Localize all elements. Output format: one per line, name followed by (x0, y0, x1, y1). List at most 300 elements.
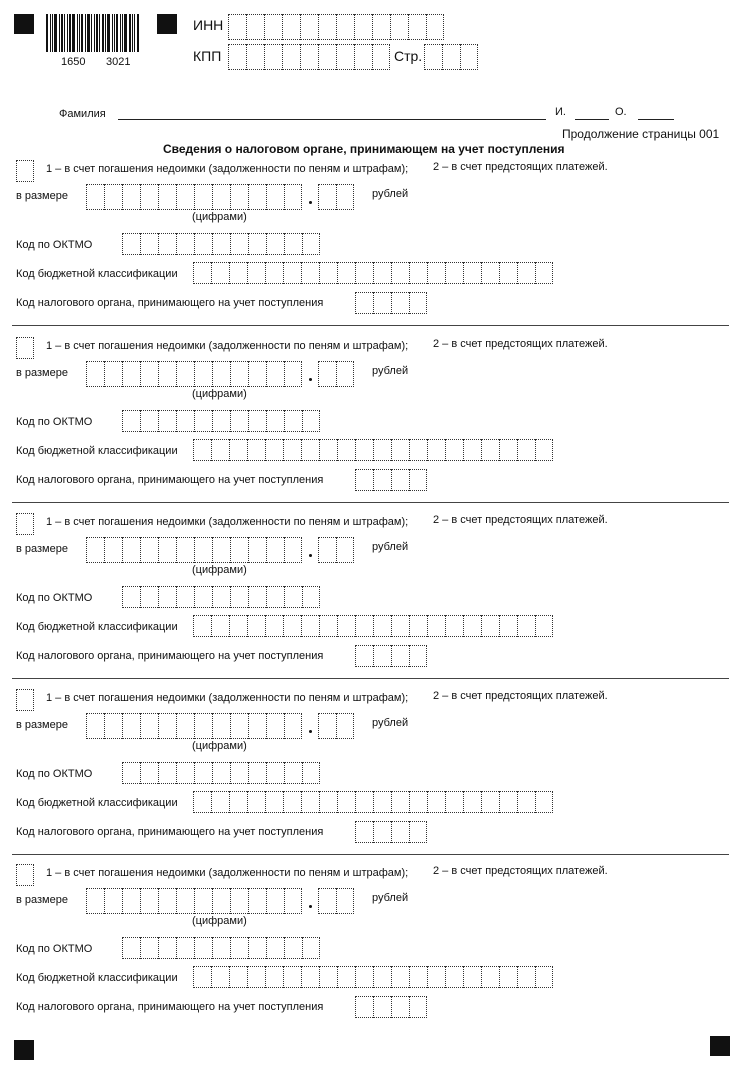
input-cell[interactable] (104, 537, 122, 563)
input-cell[interactable] (445, 615, 463, 637)
kbk-field[interactable] (193, 966, 553, 988)
input-cell[interactable] (354, 14, 372, 40)
input-cell[interactable] (212, 713, 230, 739)
input-cell[interactable] (266, 184, 284, 210)
input-cell[interactable] (266, 713, 284, 739)
input-cell[interactable] (247, 615, 265, 637)
tax-office-field[interactable] (355, 821, 427, 843)
input-cell[interactable] (211, 791, 229, 813)
input-cell[interactable] (212, 586, 230, 608)
input-cell[interactable] (373, 821, 391, 843)
input-cell[interactable] (228, 14, 246, 40)
input-cell[interactable] (355, 821, 373, 843)
input-cell[interactable] (248, 713, 266, 739)
input-cell[interactable] (158, 537, 176, 563)
input-cell[interactable] (318, 44, 336, 70)
input-cell[interactable] (481, 262, 499, 284)
page-field[interactable] (424, 44, 478, 70)
oktmo-field[interactable] (122, 233, 320, 255)
input-cell[interactable] (86, 713, 104, 739)
input-cell[interactable] (373, 791, 391, 813)
tax-office-field[interactable] (355, 645, 427, 667)
initial-i-field[interactable] (575, 119, 609, 120)
input-cell[interactable] (266, 361, 284, 387)
input-cell[interactable] (337, 439, 355, 461)
input-cell[interactable] (86, 537, 104, 563)
input-cell[interactable] (86, 184, 104, 210)
input-cell[interactable] (445, 966, 463, 988)
input-cell[interactable] (86, 888, 104, 914)
amount-rubles-field[interactable] (86, 361, 302, 387)
input-cell[interactable] (391, 821, 409, 843)
input-cell[interactable] (122, 937, 140, 959)
input-cell[interactable] (16, 160, 34, 182)
input-cell[interactable] (228, 44, 246, 70)
input-cell[interactable] (284, 361, 302, 387)
input-cell[interactable] (16, 337, 34, 359)
input-cell[interactable] (104, 184, 122, 210)
input-cell[interactable] (212, 937, 230, 959)
input-cell[interactable] (176, 361, 194, 387)
input-cell[interactable] (300, 44, 318, 70)
input-cell[interactable] (193, 439, 211, 461)
input-cell[interactable] (355, 966, 373, 988)
input-cell[interactable] (140, 233, 158, 255)
input-cell[interactable] (427, 791, 445, 813)
input-cell[interactable] (122, 762, 140, 784)
input-cell[interactable] (535, 439, 553, 461)
input-cell[interactable] (176, 888, 194, 914)
input-cell[interactable] (229, 791, 247, 813)
input-cell[interactable] (481, 791, 499, 813)
input-cell[interactable] (16, 513, 34, 535)
input-cell[interactable] (246, 44, 264, 70)
input-cell[interactable] (355, 791, 373, 813)
input-cell[interactable] (373, 615, 391, 637)
input-cell[interactable] (247, 439, 265, 461)
payment-type-field[interactable] (16, 160, 34, 182)
input-cell[interactable] (409, 469, 427, 491)
amount-rubles-field[interactable] (86, 888, 302, 914)
inn-field[interactable] (228, 14, 444, 40)
amount-kopecks-field[interactable] (318, 361, 354, 387)
tax-office-field[interactable] (355, 292, 427, 314)
input-cell[interactable] (409, 439, 427, 461)
input-cell[interactable] (499, 262, 517, 284)
input-cell[interactable] (248, 410, 266, 432)
input-cell[interactable] (122, 713, 140, 739)
input-cell[interactable] (409, 791, 427, 813)
input-cell[interactable] (230, 586, 248, 608)
input-cell[interactable] (460, 44, 478, 70)
input-cell[interactable] (499, 791, 517, 813)
input-cell[interactable] (194, 586, 212, 608)
input-cell[interactable] (212, 537, 230, 563)
input-cell[interactable] (229, 966, 247, 988)
kbk-field[interactable] (193, 615, 553, 637)
input-cell[interactable] (319, 262, 337, 284)
input-cell[interactable] (230, 888, 248, 914)
amount-rubles-field[interactable] (86, 537, 302, 563)
input-cell[interactable] (248, 361, 266, 387)
input-cell[interactable] (336, 537, 354, 563)
input-cell[interactable] (266, 586, 284, 608)
input-cell[interactable] (264, 44, 282, 70)
input-cell[interactable] (319, 439, 337, 461)
input-cell[interactable] (319, 966, 337, 988)
input-cell[interactable] (355, 262, 373, 284)
input-cell[interactable] (266, 233, 284, 255)
input-cell[interactable] (302, 937, 320, 959)
payment-type-field[interactable] (16, 513, 34, 535)
input-cell[interactable] (391, 615, 409, 637)
input-cell[interactable] (517, 615, 535, 637)
input-cell[interactable] (373, 645, 391, 667)
input-cell[interactable] (463, 966, 481, 988)
input-cell[interactable] (517, 791, 535, 813)
input-cell[interactable] (409, 645, 427, 667)
input-cell[interactable] (230, 184, 248, 210)
kbk-field[interactable] (193, 262, 553, 284)
input-cell[interactable] (140, 713, 158, 739)
input-cell[interactable] (247, 966, 265, 988)
input-cell[interactable] (284, 888, 302, 914)
input-cell[interactable] (248, 184, 266, 210)
input-cell[interactable] (499, 439, 517, 461)
kbk-field[interactable] (193, 791, 553, 813)
input-cell[interactable] (424, 44, 442, 70)
input-cell[interactable] (372, 14, 390, 40)
input-cell[interactable] (229, 262, 247, 284)
surname-field[interactable] (118, 119, 546, 120)
input-cell[interactable] (122, 233, 140, 255)
input-cell[interactable] (176, 586, 194, 608)
input-cell[interactable] (301, 966, 319, 988)
input-cell[interactable] (463, 615, 481, 637)
input-cell[interactable] (266, 410, 284, 432)
input-cell[interactable] (409, 966, 427, 988)
input-cell[interactable] (284, 410, 302, 432)
input-cell[interactable] (193, 615, 211, 637)
input-cell[interactable] (248, 233, 266, 255)
amount-kopecks-field[interactable] (318, 713, 354, 739)
input-cell[interactable] (391, 292, 409, 314)
input-cell[interactable] (301, 615, 319, 637)
input-cell[interactable] (355, 439, 373, 461)
input-cell[interactable] (140, 762, 158, 784)
input-cell[interactable] (122, 537, 140, 563)
input-cell[interactable] (426, 14, 444, 40)
kpp-field[interactable] (228, 44, 390, 70)
input-cell[interactable] (391, 645, 409, 667)
input-cell[interactable] (284, 184, 302, 210)
input-cell[interactable] (481, 615, 499, 637)
input-cell[interactable] (318, 361, 336, 387)
tax-office-field[interactable] (355, 469, 427, 491)
input-cell[interactable] (122, 184, 140, 210)
input-cell[interactable] (535, 615, 553, 637)
input-cell[interactable] (284, 937, 302, 959)
input-cell[interactable] (409, 262, 427, 284)
input-cell[interactable] (282, 44, 300, 70)
input-cell[interactable] (194, 762, 212, 784)
input-cell[interactable] (140, 537, 158, 563)
input-cell[interactable] (176, 762, 194, 784)
input-cell[interactable] (373, 292, 391, 314)
input-cell[interactable] (230, 361, 248, 387)
input-cell[interactable] (194, 233, 212, 255)
input-cell[interactable] (248, 762, 266, 784)
input-cell[interactable] (517, 439, 535, 461)
initial-o-field[interactable] (638, 119, 674, 120)
input-cell[interactable] (158, 762, 176, 784)
input-cell[interactable] (122, 586, 140, 608)
input-cell[interactable] (337, 615, 355, 637)
input-cell[interactable] (211, 966, 229, 988)
input-cell[interactable] (140, 184, 158, 210)
input-cell[interactable] (176, 410, 194, 432)
input-cell[interactable] (212, 184, 230, 210)
input-cell[interactable] (194, 361, 212, 387)
input-cell[interactable] (427, 615, 445, 637)
input-cell[interactable] (355, 645, 373, 667)
input-cell[interactable] (300, 14, 318, 40)
input-cell[interactable] (336, 713, 354, 739)
oktmo-field[interactable] (122, 586, 320, 608)
amount-kopecks-field[interactable] (318, 537, 354, 563)
input-cell[interactable] (140, 586, 158, 608)
input-cell[interactable] (230, 937, 248, 959)
input-cell[interactable] (230, 762, 248, 784)
oktmo-field[interactable] (122, 410, 320, 432)
input-cell[interactable] (337, 966, 355, 988)
input-cell[interactable] (391, 791, 409, 813)
input-cell[interactable] (499, 615, 517, 637)
input-cell[interactable] (158, 937, 176, 959)
payment-type-field[interactable] (16, 337, 34, 359)
input-cell[interactable] (391, 966, 409, 988)
input-cell[interactable] (517, 966, 535, 988)
input-cell[interactable] (463, 791, 481, 813)
input-cell[interactable] (266, 888, 284, 914)
input-cell[interactable] (284, 537, 302, 563)
input-cell[interactable] (427, 966, 445, 988)
input-cell[interactable] (318, 537, 336, 563)
input-cell[interactable] (373, 262, 391, 284)
input-cell[interactable] (266, 937, 284, 959)
input-cell[interactable] (409, 821, 427, 843)
input-cell[interactable] (193, 262, 211, 284)
input-cell[interactable] (355, 469, 373, 491)
input-cell[interactable] (194, 888, 212, 914)
input-cell[interactable] (337, 262, 355, 284)
input-cell[interactable] (229, 439, 247, 461)
input-cell[interactable] (248, 537, 266, 563)
input-cell[interactable] (230, 713, 248, 739)
input-cell[interactable] (427, 262, 445, 284)
input-cell[interactable] (373, 966, 391, 988)
input-cell[interactable] (247, 791, 265, 813)
input-cell[interactable] (229, 615, 247, 637)
input-cell[interactable] (499, 966, 517, 988)
input-cell[interactable] (104, 361, 122, 387)
input-cell[interactable] (212, 762, 230, 784)
input-cell[interactable] (212, 361, 230, 387)
input-cell[interactable] (355, 292, 373, 314)
input-cell[interactable] (409, 615, 427, 637)
input-cell[interactable] (319, 791, 337, 813)
input-cell[interactable] (318, 888, 336, 914)
input-cell[interactable] (445, 262, 463, 284)
input-cell[interactable] (301, 439, 319, 461)
input-cell[interactable] (445, 439, 463, 461)
input-cell[interactable] (535, 791, 553, 813)
input-cell[interactable] (194, 713, 212, 739)
input-cell[interactable] (283, 791, 301, 813)
input-cell[interactable] (283, 439, 301, 461)
input-cell[interactable] (212, 410, 230, 432)
input-cell[interactable] (194, 410, 212, 432)
input-cell[interactable] (481, 439, 499, 461)
input-cell[interactable] (158, 361, 176, 387)
input-cell[interactable] (140, 937, 158, 959)
input-cell[interactable] (355, 615, 373, 637)
input-cell[interactable] (248, 586, 266, 608)
input-cell[interactable] (86, 361, 104, 387)
input-cell[interactable] (354, 44, 372, 70)
input-cell[interactable] (194, 937, 212, 959)
input-cell[interactable] (284, 713, 302, 739)
input-cell[interactable] (176, 184, 194, 210)
input-cell[interactable] (266, 762, 284, 784)
input-cell[interactable] (230, 233, 248, 255)
input-cell[interactable] (158, 586, 176, 608)
input-cell[interactable] (266, 537, 284, 563)
input-cell[interactable] (265, 791, 283, 813)
input-cell[interactable] (283, 262, 301, 284)
input-cell[interactable] (372, 44, 390, 70)
input-cell[interactable] (284, 233, 302, 255)
input-cell[interactable] (104, 888, 122, 914)
input-cell[interactable] (158, 888, 176, 914)
input-cell[interactable] (265, 262, 283, 284)
input-cell[interactable] (176, 537, 194, 563)
input-cell[interactable] (319, 615, 337, 637)
amount-rubles-field[interactable] (86, 184, 302, 210)
input-cell[interactable] (481, 966, 499, 988)
input-cell[interactable] (391, 996, 409, 1018)
input-cell[interactable] (336, 361, 354, 387)
input-cell[interactable] (302, 410, 320, 432)
input-cell[interactable] (212, 233, 230, 255)
input-cell[interactable] (176, 713, 194, 739)
input-cell[interactable] (158, 233, 176, 255)
input-cell[interactable] (463, 262, 481, 284)
input-cell[interactable] (373, 996, 391, 1018)
input-cell[interactable] (302, 586, 320, 608)
input-cell[interactable] (176, 937, 194, 959)
input-cell[interactable] (230, 537, 248, 563)
input-cell[interactable] (122, 888, 140, 914)
amount-kopecks-field[interactable] (318, 888, 354, 914)
input-cell[interactable] (355, 996, 373, 1018)
input-cell[interactable] (16, 864, 34, 886)
tax-office-field[interactable] (355, 996, 427, 1018)
oktmo-field[interactable] (122, 937, 320, 959)
input-cell[interactable] (104, 713, 122, 739)
input-cell[interactable] (391, 469, 409, 491)
input-cell[interactable] (140, 410, 158, 432)
input-cell[interactable] (282, 14, 300, 40)
input-cell[interactable] (211, 439, 229, 461)
input-cell[interactable] (211, 615, 229, 637)
input-cell[interactable] (122, 361, 140, 387)
input-cell[interactable] (194, 184, 212, 210)
input-cell[interactable] (284, 586, 302, 608)
kbk-field[interactable] (193, 439, 553, 461)
input-cell[interactable] (318, 184, 336, 210)
input-cell[interactable] (373, 439, 391, 461)
input-cell[interactable] (158, 184, 176, 210)
input-cell[interactable] (336, 14, 354, 40)
input-cell[interactable] (283, 966, 301, 988)
input-cell[interactable] (337, 791, 355, 813)
input-cell[interactable] (302, 233, 320, 255)
input-cell[interactable] (140, 361, 158, 387)
input-cell[interactable] (535, 966, 553, 988)
input-cell[interactable] (391, 439, 409, 461)
input-cell[interactable] (194, 537, 212, 563)
input-cell[interactable] (302, 762, 320, 784)
input-cell[interactable] (230, 410, 248, 432)
input-cell[interactable] (248, 888, 266, 914)
input-cell[interactable] (140, 888, 158, 914)
input-cell[interactable] (427, 439, 445, 461)
input-cell[interactable] (158, 410, 176, 432)
input-cell[interactable] (442, 44, 460, 70)
input-cell[interactable] (336, 44, 354, 70)
input-cell[interactable] (193, 966, 211, 988)
input-cell[interactable] (265, 966, 283, 988)
input-cell[interactable] (176, 233, 194, 255)
input-cell[interactable] (535, 262, 553, 284)
input-cell[interactable] (211, 262, 229, 284)
input-cell[interactable] (265, 615, 283, 637)
input-cell[interactable] (390, 14, 408, 40)
input-cell[interactable] (336, 184, 354, 210)
input-cell[interactable] (463, 439, 481, 461)
amount-kopecks-field[interactable] (318, 184, 354, 210)
amount-rubles-field[interactable] (86, 713, 302, 739)
input-cell[interactable] (122, 410, 140, 432)
input-cell[interactable] (408, 14, 426, 40)
oktmo-field[interactable] (122, 762, 320, 784)
payment-type-field[interactable] (16, 689, 34, 711)
input-cell[interactable] (264, 14, 282, 40)
input-cell[interactable] (409, 292, 427, 314)
input-cell[interactable] (212, 888, 230, 914)
input-cell[interactable] (16, 689, 34, 711)
input-cell[interactable] (193, 791, 211, 813)
input-cell[interactable] (158, 713, 176, 739)
payment-type-field[interactable] (16, 864, 34, 886)
input-cell[interactable] (373, 469, 391, 491)
input-cell[interactable] (246, 14, 264, 40)
input-cell[interactable] (265, 439, 283, 461)
input-cell[interactable] (247, 262, 265, 284)
input-cell[interactable] (445, 791, 463, 813)
input-cell[interactable] (301, 791, 319, 813)
